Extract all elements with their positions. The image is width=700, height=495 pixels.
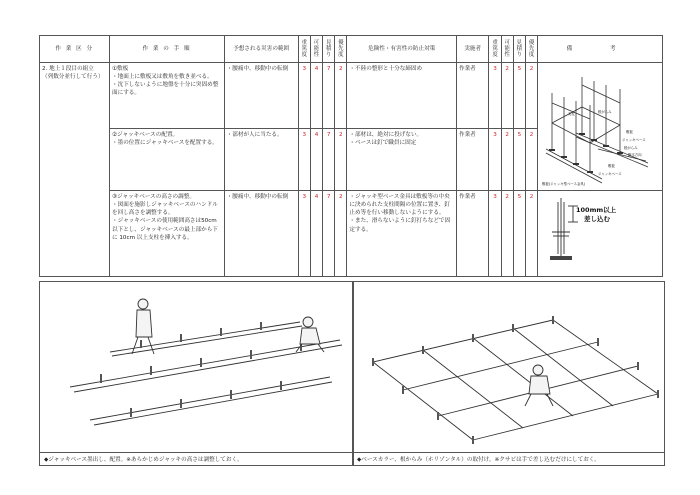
executor-cell: 作業者 [456,63,488,129]
header-estimate-2: 見積り [513,36,525,63]
countermeasure-cell: ・ジャッキ型ベース金具は敷板等の中央に決められた支柱間隔の位置に置き、釘止め等を行い移動しないようにする。 ・また、滑らないように釘打ちなどで固定する。 [347,191,457,277]
estimate-after-value: 5 [513,63,525,129]
priority-value: 2 [335,63,347,129]
scaffold-base-illustration [538,63,658,187]
figure-label: 敷板(ジャッキ型ベース金具) [542,182,586,186]
table-row [40,191,663,277]
header-row [40,36,663,63]
figure-label: 敷板 [608,164,615,168]
severity-after-value: 3 [489,63,501,129]
possibility-value: 4 [310,191,322,277]
illustration-panel-left [39,281,354,466]
executor-cell: 作業者 [456,191,488,277]
hazard-cell: ・部材が人に当たる。 [224,128,298,191]
possibility-after-value: 2 [501,191,513,277]
work-category-cell [40,63,110,277]
figure-label: 根がらみ [624,146,638,150]
severity-value: 3 [298,191,310,277]
header-possibility: 可能性 [310,36,322,63]
estimate-value: 7 [323,191,335,277]
header-estimate: 見積り [323,36,335,63]
base-collar-installation-illustration [353,282,664,452]
procedure-cell [110,63,225,129]
procedure-step: ・図面を施影しジャッキベースのハンドルを回し高さを調整する。 [112,202,218,217]
header-hazard: 予想される災害の範囲 [224,36,298,63]
procedure-title: ③ジャッキベースの高さの調整。 [112,194,195,201]
possibility-value: 4 [310,128,322,191]
priority-after-value: 2 [525,63,537,129]
header-work-category: 作 業 区 分 [40,36,110,63]
header-severity-2: 重篤度 [489,36,501,63]
severity-after-value: 3 [489,191,501,277]
caption-left: ◆ジャッキベース墨出し、配置。※あらかじめジャッキの高さは調整しておく。 [44,457,243,463]
jack-base-illustration [538,192,658,272]
header-priority-2: 優先度 [525,36,537,63]
caption-divider [40,452,353,453]
procedure-step: ・地面上に敷板又は敷角を敷き並べる。 [112,74,213,81]
figure-label: 支柱 [568,112,575,116]
figure-label: ジャッキベース [598,172,622,176]
procedure-title: ①敷板 [112,66,129,72]
insertion-instruction-label: 差し込む [584,215,611,224]
severity-value: 3 [298,128,310,191]
procedure-cell [110,191,225,277]
priority-after-value: 2 [525,191,537,277]
procedure-step: ・沈下しないように地盤を十分に突固め整面にする。 [112,82,219,97]
procedure-step: ・墨の位置にジャッキベースを配置する。 [112,139,218,146]
severity-after-value: 3 [489,128,501,191]
insertion-depth-label: 100mm以上 [576,206,617,215]
priority-value: 2 [335,128,347,191]
header-priority: 優先度 [335,36,347,63]
countermeasure-cell: ・部材は、絶対に投げない。 ・ベースは釘で職員に固定 [347,128,457,191]
remarks-scaffold-figure-cell [538,63,663,191]
figure-label: 腕木方向 [628,153,642,157]
procedure-step: ・ジャッキベースの使用範囲高さは50cm 以下とし、ジャッキベースの最上部から下に 10cm 以上支柱を挿入する。 [112,218,218,241]
header-possibility-2: 可能性 [501,36,513,63]
possibility-after-value: 2 [501,63,513,129]
procedure-cell [110,128,225,191]
header-executor: 実施者 [456,36,488,63]
jack-base-placement-illustration [40,282,353,452]
risk-assessment-table [39,35,663,277]
estimate-value: 7 [323,63,335,129]
header-severity: 重篤度 [298,36,310,63]
executor-cell: 作業者 [456,128,488,191]
figure-label: ジャッキベース [622,138,646,142]
estimate-after-value: 5 [513,128,525,191]
remarks-jack-base-cell [538,191,663,277]
illustration-panel-right [352,281,665,466]
figure-label: 根がらみ [598,110,612,114]
estimate-value: 7 [323,128,335,191]
possibility-value: 4 [310,63,322,129]
header-countermeasure: 危険性・有害性の防止対策 [347,36,457,63]
caption-divider [353,452,664,453]
countermeasure-cell: ・不陸の整形と十分な締固め [347,63,457,129]
category-line-2: （列数分並行して行う） [42,74,104,81]
table-row [40,63,663,129]
caption-right: ◆ベースカラー、根からみ（ホリゾンタル）の取付け。※クサビは手で差し込むだけにしておく。 [357,457,600,463]
procedure-title: ②ジャッキベースの配置。 [112,131,179,138]
header-procedure: 作 業 の 手 順 [110,36,225,63]
priority-value: 2 [335,191,347,277]
category-line-1: 2. 地上１段目の組立 [42,66,94,72]
priority-after-value: 2 [525,128,537,191]
hazard-cell: ・腰痛中、移動中の転倒 [224,63,298,129]
possibility-after-value: 2 [501,128,513,191]
hazard-cell: ・腰痛中、移動中の転倒 [224,191,298,277]
header-remarks: 備 考 [538,36,663,63]
figure-label: 敷板 [626,130,633,134]
severity-value: 3 [298,63,310,129]
estimate-after-value: 5 [513,191,525,277]
